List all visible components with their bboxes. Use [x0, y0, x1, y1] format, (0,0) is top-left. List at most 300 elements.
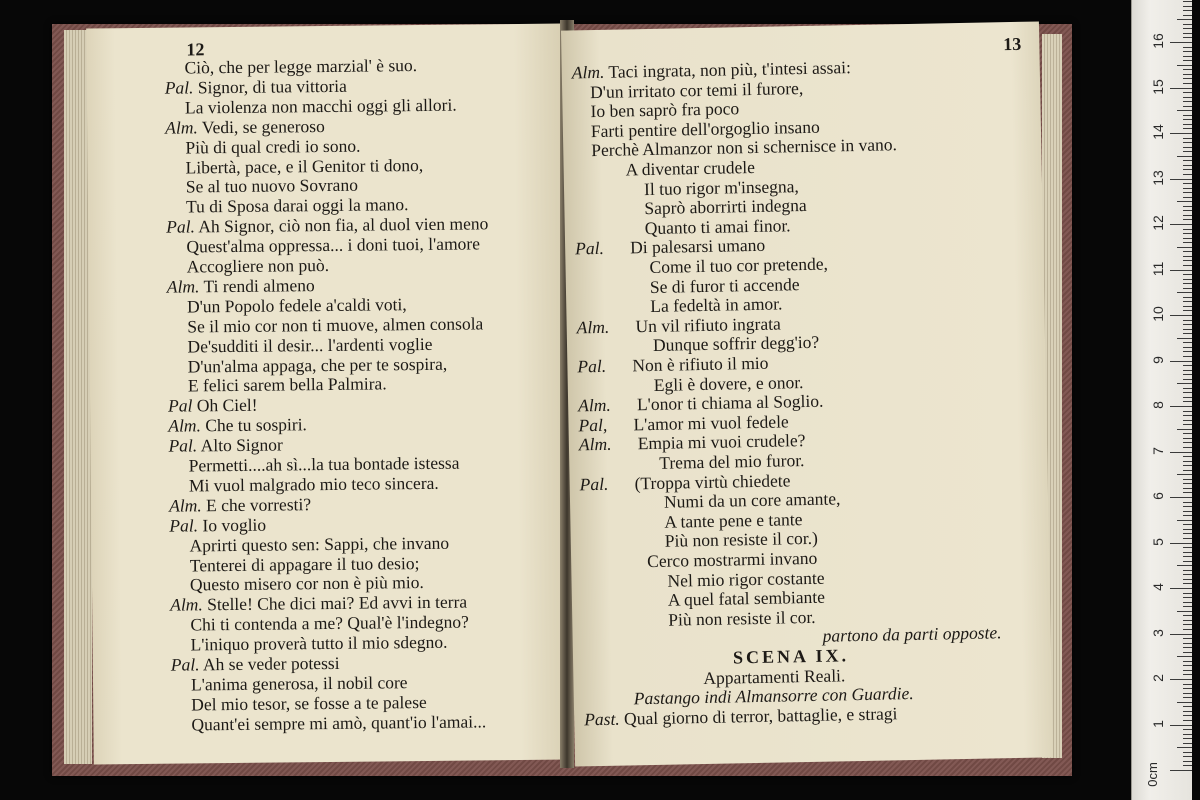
line-text: L'amor mi vuol fedele [633, 411, 789, 435]
speaker-label: Pal. [168, 435, 198, 456]
text-line [186, 194, 409, 216]
line-text: Che tu sospiri. [205, 414, 307, 436]
text-line [168, 435, 282, 456]
ruler-tick [1183, 197, 1192, 198]
ruler-tick [1183, 574, 1192, 575]
ruler-tick [1183, 379, 1192, 380]
ruler-tick [1183, 206, 1192, 207]
text-line [169, 514, 266, 535]
speaker-label: Alm. [168, 415, 202, 436]
speaker-label: Alm. [576, 316, 610, 338]
ruler-tick [1183, 69, 1192, 70]
ruler-tick [1183, 470, 1192, 471]
measuring-ruler [1131, 0, 1192, 800]
line-text: Il tuo rigor m'insegna, [643, 175, 799, 199]
ruler-tick [1183, 238, 1192, 239]
line-text: Qual giorno di terror, battaglie, e stragi [623, 703, 898, 729]
ruler-tick [1183, 128, 1192, 129]
line-text: Ti rendi almeno [203, 275, 315, 297]
line-text: L'anima generosa, il nobil core [190, 672, 408, 695]
ruler-tick [1183, 1, 1192, 2]
text-line [584, 703, 898, 729]
ruler-tick [1183, 424, 1192, 425]
text-line [169, 494, 311, 515]
ruler-tick [1183, 597, 1192, 598]
line-text: Tu di Sposa darai oggi la mano. [185, 194, 409, 217]
ruler-tick [1170, 88, 1192, 89]
ruler-tick [1183, 392, 1192, 393]
line-text: Più di qual credi io sono. [185, 135, 361, 158]
text-line [189, 532, 449, 555]
ruler-tick [1183, 583, 1192, 584]
ruler-tick [1183, 524, 1192, 525]
ruler-label: 15 [1150, 78, 1166, 95]
ruler-tick [1183, 615, 1192, 616]
ruler-tick [1183, 138, 1192, 139]
ruler-label: 12 [1150, 215, 1166, 231]
ruler-tick [1183, 160, 1192, 161]
ruler-tick [1170, 133, 1192, 134]
text-line [165, 116, 325, 138]
text-line [185, 135, 360, 157]
ruler-tick [1183, 306, 1192, 307]
text-line [187, 294, 407, 316]
ruler-tick [1183, 37, 1192, 38]
right-page [561, 21, 1053, 766]
line-text: Più non resiste il cor.) [664, 528, 819, 552]
speaker-label: Pal. [164, 77, 194, 98]
ruler-tick [1177, 474, 1192, 475]
ruler-unit: 0cm [1144, 762, 1160, 787]
line-text: Più non resiste il cor. [668, 606, 816, 630]
ruler-tick [1183, 229, 1192, 230]
ruler-label: 9 [1150, 355, 1166, 364]
text-line [645, 215, 791, 238]
ruler-tick [1183, 256, 1192, 257]
line-text: Taci ingrata, non più, t'intesi assai: [608, 57, 852, 82]
ruler-tick [1183, 715, 1192, 716]
line-text: Stelle! Che dici mai? Ed avvi in terra [207, 591, 468, 615]
text-line [185, 94, 457, 117]
ruler-tick [1183, 401, 1192, 402]
speaker-label: Pal. [169, 515, 199, 536]
line-text: Se il mio cor non ti muove, almen consola [187, 313, 484, 337]
ruler-tick [1183, 492, 1192, 493]
ruler-tick [1183, 60, 1192, 61]
ruler-tick [1183, 706, 1192, 707]
line-text: Signor, di tua vittoria [197, 75, 347, 98]
speaker-label: Alm. [571, 61, 605, 83]
ruler-tick [1170, 770, 1192, 771]
line-text: D'un irritato cor temi il furore, [589, 77, 804, 102]
left-page-number: 12 [186, 39, 205, 60]
ruler-tick [1183, 301, 1192, 302]
ruler-tick [1183, 661, 1192, 662]
ruler-tick [1183, 15, 1192, 16]
ruler-tick [1183, 643, 1192, 644]
ruler-tick [1177, 429, 1192, 430]
ruler-tick [1183, 115, 1192, 116]
line-text: L'onor ti chiama al Soglio. [636, 390, 824, 415]
ruler-tick [1183, 629, 1192, 630]
line-text: Non è rifiuto il mio [632, 352, 769, 376]
ruler-tick [1183, 561, 1192, 562]
ruler-tick [1183, 147, 1192, 148]
ruler-tick [1183, 720, 1192, 721]
ruler-tick [1183, 688, 1192, 689]
speaker-label: Alm. [170, 594, 203, 615]
left-page [86, 24, 569, 765]
ruler-tick [1183, 670, 1192, 671]
ruler-tick [1177, 565, 1192, 566]
speaker-label: Pal, [578, 414, 608, 436]
line-text: Io voglio [202, 514, 267, 536]
text-line [190, 553, 420, 575]
ruler-tick [1183, 24, 1192, 25]
ruler-tick [1170, 315, 1192, 316]
ruler-tick [1183, 215, 1192, 216]
line-text: E felici sarem bella Palmira. [187, 373, 387, 396]
ruler-tick [1177, 383, 1192, 384]
ruler-label: 3 [1150, 628, 1166, 637]
ruler-label: 13 [1150, 169, 1166, 186]
line-text: Empia mi vuoi crudele? [637, 430, 806, 454]
ruler-tick [1183, 697, 1192, 698]
line-text: Oh Ciel! [196, 395, 258, 416]
line-text: Del mio tesor, se fosse a te palese [191, 691, 427, 715]
line-text: (Troppa virtù chiedete [634, 469, 791, 493]
ruler-tick [1183, 388, 1192, 389]
ruler-tick [1183, 78, 1192, 79]
ruler-tick [1170, 42, 1192, 43]
line-text: Cerco mostrarmi invano [646, 547, 818, 572]
speaker-label: Alm. [166, 276, 200, 297]
ruler-tick [1183, 684, 1192, 685]
ruler-label: 4 [1150, 583, 1166, 591]
ruler-tick [1183, 47, 1192, 48]
ruler-tick [1183, 356, 1192, 357]
ruler-tick [1170, 725, 1192, 726]
line-text: Di palesarsi umano [629, 235, 766, 258]
ruler-tick [1183, 593, 1192, 594]
line-text: Tenterei di appagare il tuo desio; [189, 552, 420, 575]
ruler-tick [1183, 374, 1192, 375]
ruler-tick [1183, 320, 1192, 321]
ruler-tick [1177, 611, 1192, 612]
text-line [190, 572, 424, 594]
ruler-tick [1183, 547, 1192, 548]
speaker-label: Pal. [574, 238, 605, 259]
text-line [733, 645, 849, 667]
ruler-tick [1183, 210, 1192, 211]
ruler-tick [1183, 188, 1192, 189]
speaker-label: Alm. [169, 495, 202, 516]
ruler-tick [1183, 192, 1192, 193]
line-text: La fedeltà in amor. [650, 293, 783, 317]
ruler-tick [1183, 529, 1192, 530]
ruler-tick [1183, 151, 1192, 152]
ruler-tick [1183, 579, 1192, 580]
ruler-label: 5 [1150, 537, 1166, 546]
ruler-tick [1177, 110, 1192, 111]
text-line [186, 233, 480, 256]
text-line [168, 414, 307, 435]
ruler-tick [1183, 479, 1192, 480]
line-text: Farti pentire dell'orgoglio insano [590, 116, 820, 141]
text-line [191, 632, 448, 655]
ruler-tick [1183, 33, 1192, 34]
ruler-tick [1183, 265, 1192, 266]
ruler-tick [1183, 602, 1192, 603]
ruler-label: 8 [1150, 401, 1166, 409]
ruler-tick [1177, 19, 1192, 20]
ruler-tick [1177, 201, 1192, 202]
ruler-tick [1183, 329, 1192, 330]
ruler-label: 16 [1150, 33, 1166, 49]
line-text: Aprirti questo sen: Sappi, che invano [189, 532, 450, 556]
ruler-tick [1183, 665, 1192, 666]
ruler-tick [1183, 511, 1192, 512]
ruler-tick [1183, 6, 1192, 7]
ruler-tick [1183, 310, 1192, 311]
ruler-label: 10 [1150, 306, 1166, 322]
line-text: Vedi, se generoso [201, 115, 325, 137]
line-text: Accogliere non può. [186, 254, 330, 277]
ruler-tick [1183, 556, 1192, 557]
text-line [167, 275, 315, 297]
line-text: SCENA IX. [732, 645, 850, 668]
ruler-tick [1183, 288, 1192, 289]
text-line [191, 672, 408, 694]
text-line [168, 395, 258, 416]
ruler-tick [1183, 488, 1192, 489]
text-line [191, 692, 427, 714]
ruler-tick [1183, 711, 1192, 712]
line-text: Dunque soffrir degg'io? [652, 332, 820, 356]
line-text: Trema del mio furor. [659, 450, 805, 473]
text-line [171, 653, 340, 675]
ruler-tick [1183, 124, 1192, 125]
ruler-tick [1183, 97, 1192, 98]
ruler-label: 1 [1150, 719, 1166, 728]
line-text: Quant'ei sempre mi amò, quant'io l'amai... [191, 711, 487, 735]
ruler-tick [1177, 338, 1192, 339]
ruler-label: 6 [1150, 492, 1166, 500]
ruler-tick [1183, 283, 1192, 284]
ruler-tick [1183, 415, 1192, 416]
line-text: A quel fatal sembiante [667, 586, 826, 610]
ruler-tick [1183, 461, 1192, 462]
line-text: Come il tuo cor pretende, [649, 253, 829, 277]
ruler-label: 11 [1150, 261, 1166, 276]
ruler-tick [1183, 606, 1192, 607]
ruler-tick [1183, 370, 1192, 371]
line-text: Mi vuol malgrado mio teco sincera. [188, 472, 439, 496]
text-line [653, 332, 819, 355]
ruler-tick [1183, 397, 1192, 398]
ruler-tick [1183, 183, 1192, 184]
line-text: Egli è dovere, e onor. [653, 371, 804, 395]
ruler-tick [1183, 119, 1192, 120]
speaker-label: Alm. [577, 394, 611, 416]
line-text: Un vil rifiuto ingrata [635, 313, 781, 337]
line-text: Chi ti contenda a me? Qual'è l'indegno? [190, 611, 469, 635]
line-text: Alto Signor [200, 434, 283, 456]
ruler-tick [1183, 756, 1192, 757]
line-text: Quest'alma oppressa... i doni tuoi, l'amore [186, 233, 481, 257]
ruler-tick [1183, 333, 1192, 334]
ruler-tick [1183, 251, 1192, 252]
ruler-tick [1183, 351, 1192, 352]
ruler-tick [1183, 447, 1192, 448]
ruler-tick [1170, 406, 1192, 407]
line-text: Permetti....ah sì...la tua bontade istessa [188, 452, 460, 476]
line-text: Saprò aborrirti indegna [644, 195, 807, 219]
line-text: Ah Signor, ciò non fia, al duol vien meno [198, 213, 489, 237]
ruler-tick [1170, 224, 1192, 225]
ruler-label: 7 [1150, 446, 1166, 455]
ruler-tick [1177, 65, 1192, 66]
ruler-tick [1183, 693, 1192, 694]
speaker-label: Pal. [170, 654, 200, 675]
line-text: partono da parti opposte. [822, 622, 1002, 647]
ruler-tick [1183, 456, 1192, 457]
ruler-tick [1183, 624, 1192, 625]
ruler-tick [1170, 634, 1192, 635]
speaker-label: Alm. [578, 434, 612, 455]
line-text: E che vorresti? [206, 493, 312, 516]
ruler-tick [1183, 729, 1192, 730]
ruler-tick [1183, 365, 1192, 366]
speaker-label: Pal. [579, 473, 609, 494]
text-line [668, 607, 816, 630]
ruler-tick [1183, 506, 1192, 507]
ruler-tick [1183, 538, 1192, 539]
ruler-tick [1183, 515, 1192, 516]
ruler-tick [1183, 552, 1192, 553]
ruler-tick [1183, 342, 1192, 343]
line-text: D'un'alma appaga, che per te sospira, [187, 353, 448, 376]
ruler-tick [1183, 465, 1192, 466]
ruler-tick [1170, 588, 1192, 589]
line-text: Pastango indi Almansorre con Guardie. [633, 683, 914, 709]
speaker-label: Pal [168, 395, 193, 416]
ruler-tick [1183, 28, 1192, 29]
ruler-tick [1183, 638, 1192, 639]
ruler-tick [1170, 179, 1192, 180]
ruler-tick [1177, 656, 1192, 657]
ruler-tick [1183, 433, 1192, 434]
ruler-tick [1183, 411, 1192, 412]
text-line [165, 76, 347, 98]
text-line [191, 711, 486, 734]
ruler-tick [1183, 570, 1192, 571]
ruler-tick [1183, 620, 1192, 621]
ruler-tick [1170, 361, 1192, 362]
text-line [188, 374, 387, 396]
line-text: Appartamenti Reali. [703, 664, 846, 688]
speaker-label: Pal. [577, 355, 607, 377]
ruler-tick [1183, 233, 1192, 234]
speaker-label: Alm. [165, 117, 198, 138]
ruler-tick [1183, 483, 1192, 484]
ruler-tick [1183, 56, 1192, 57]
ruler-tick [1170, 270, 1192, 271]
ruler-tick [1183, 438, 1192, 439]
ruler-tick [1183, 83, 1192, 84]
text-line [664, 489, 841, 512]
ruler-tick [1183, 297, 1192, 298]
line-text: D'un Popolo fedele a'caldi voti, [186, 293, 407, 317]
line-text: L'iniquo proverà tutto il mio sdegno. [190, 631, 448, 655]
ruler-tick [1177, 156, 1192, 157]
line-text: A tante pene e tante [664, 508, 803, 532]
line-text: Questo misero cor non è più mio. [189, 572, 424, 595]
text-line [649, 254, 828, 277]
line-text: Libertà, pace, e il Genitor ti dono, [185, 154, 424, 177]
ruler-tick [1183, 74, 1192, 75]
ruler-tick [1183, 279, 1192, 280]
ruler-tick [1170, 497, 1192, 498]
speaker-label: Past. [584, 708, 620, 730]
ruler-label: 2 [1150, 674, 1166, 682]
ruler-tick [1183, 169, 1192, 170]
ruler-tick [1183, 347, 1192, 348]
ruler-tick [1170, 679, 1192, 680]
ruler-tick [1183, 743, 1192, 744]
ruler-tick [1183, 51, 1192, 52]
ruler-tick [1183, 647, 1192, 648]
line-text: Ciò, che per legge marzial' è suo. [184, 55, 418, 78]
text-line [184, 55, 417, 77]
line-text: Io ben saprò fra poco [590, 98, 740, 122]
ruler-tick [1177, 247, 1192, 248]
line-text: Ah se veder potessi [202, 652, 340, 675]
text-line [186, 175, 358, 197]
ruler-tick [1183, 652, 1192, 653]
line-text: Se al tuo nuovo Sovrano [185, 175, 358, 197]
ruler-tick [1183, 420, 1192, 421]
text-line [187, 333, 432, 356]
ruler-tick [1177, 702, 1192, 703]
ruler-tick [1177, 292, 1192, 293]
ruler-tick [1170, 543, 1192, 544]
ruler-tick [1183, 10, 1192, 11]
ruler-tick [1177, 520, 1192, 521]
ruler-tick [1183, 752, 1192, 753]
ruler-tick [1183, 533, 1192, 534]
ruler-tick [1183, 242, 1192, 243]
ruler-tick [1170, 452, 1192, 453]
text-line [187, 313, 483, 336]
ruler-tick [1183, 502, 1192, 503]
speaker-label: Pal. [166, 216, 196, 237]
ruler-label: 14 [1150, 124, 1166, 140]
text-line [590, 78, 803, 102]
ruler-tick [1183, 734, 1192, 735]
text-line [186, 154, 424, 176]
line-text: Perchè Almanzor non si schernisce in vano. [591, 134, 898, 161]
ruler-tick [1183, 165, 1192, 166]
ruler-tick [1183, 142, 1192, 143]
right-page-number: 13 [1003, 33, 1022, 55]
ruler-tick [1183, 738, 1192, 739]
ruler-tick [1183, 101, 1192, 102]
text-line [188, 353, 448, 376]
ruler-tick [1183, 219, 1192, 220]
ruler-tick [1183, 765, 1192, 766]
ruler-tick [1183, 674, 1192, 675]
